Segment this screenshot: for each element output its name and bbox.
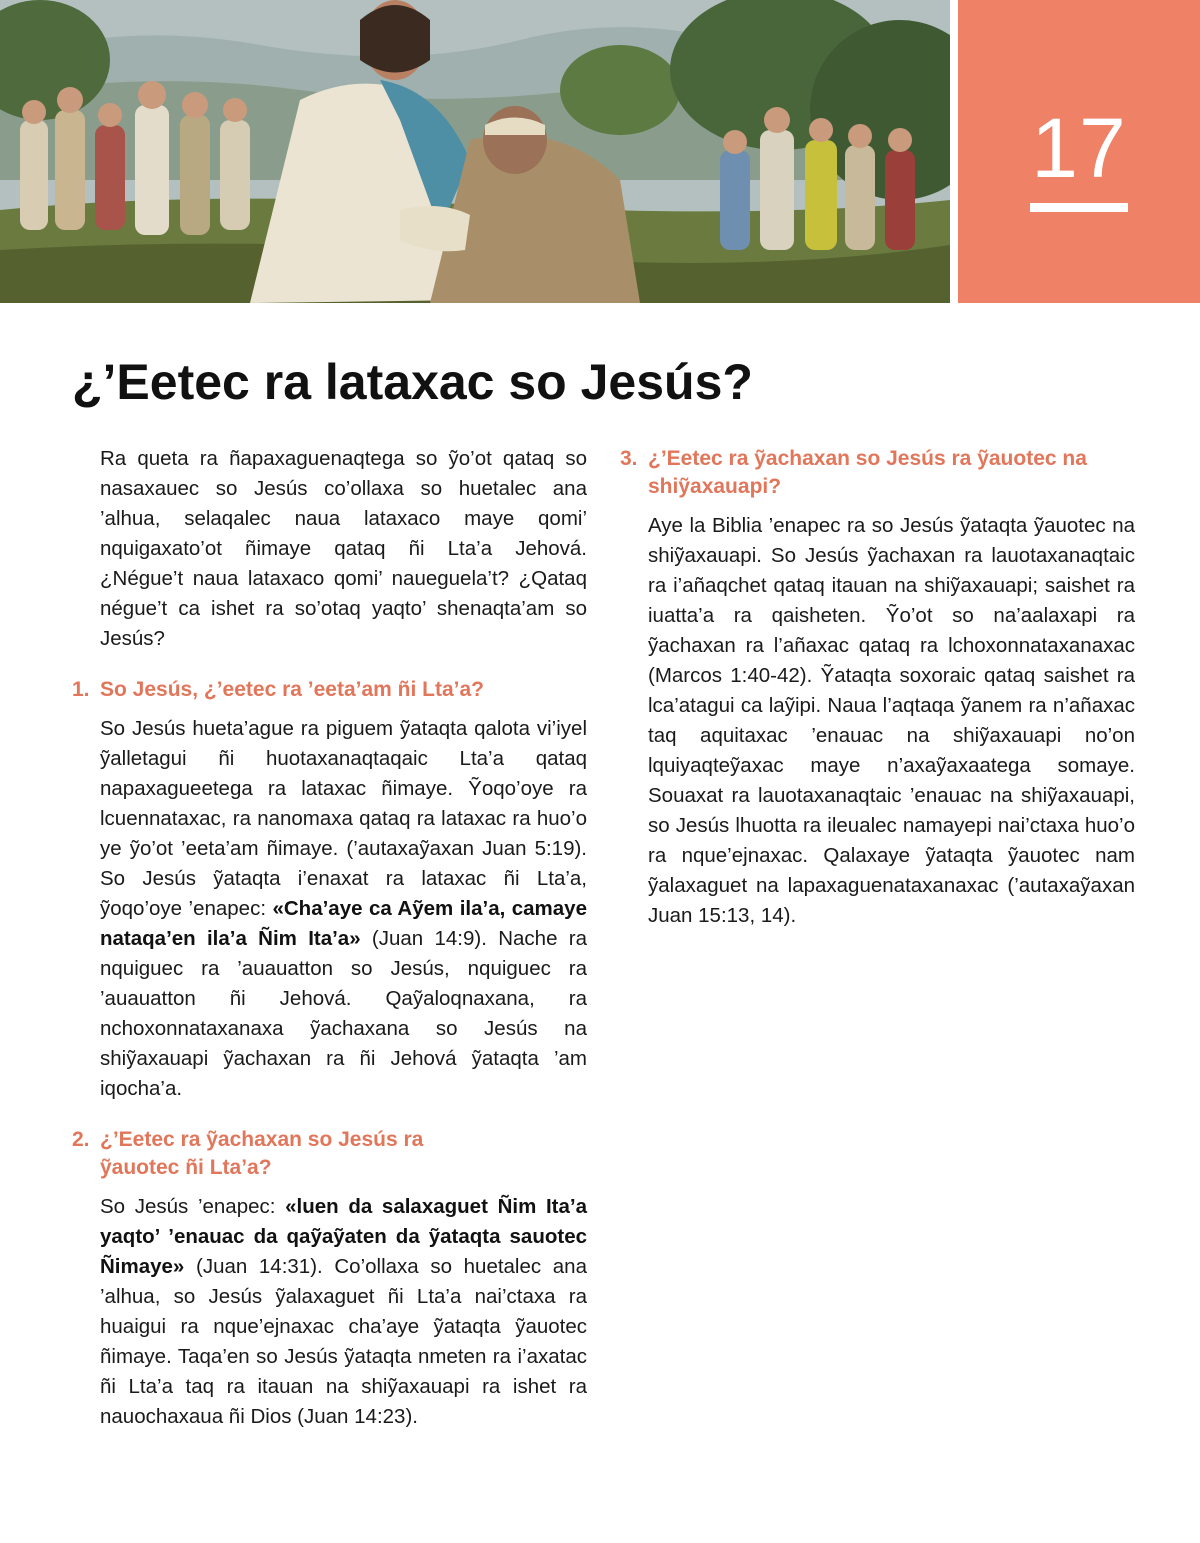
- paragraph-text: (Juan 14:31). Co’ollaxa so huetalec ana ’alhua, so Jesús ỹalaxaguet ñi Lta’a nai’ctaxa ra huaigui ra nque’ejnaxac cha’aye ỹataqta ỹauotec ñimaye. Taqa’en so Jesús ỹataqta nmeten ra i’axatac ñi Lta’a taq ra itauan na shiỹaxauapi ra ishet ra nauochaxaua ñi Dios (Juan 14:23).: [100, 1255, 587, 1428]
- left-column: [72, 444, 587, 1432]
- section-paragraph: [72, 714, 587, 1104]
- paragraph-text: Aye la Biblia ’enapec ra so Jesús ỹataqta ỹauotec na shiỹaxauapi. So Jesús ỹachaxan ra lauotaxanaqtaic ra i’añaqchet qataq itauan na shiỹaxauapi; saishet ra iuatta’a ra qaisheten. Ỹo’ot so na’aalaxapi ra ỹachaxan ra l’añaxac qataq ra lchoxonnataxanaxac (Marcos 1:40-42). Ỹataqta soxoraic qataq saishet ra lca’atagui ca laỹipi. Naua l’aqtaqa ỹanem ra n’añaxac taq aquitaxac ’enauac na shiỹaxauapi no’on lquiyaqteỹaxac maye n’axaỹaxaatega somaye. Souaxat ra lauotaxanaqtaic ’enauac na shiỹaxauapi, so Jesús lhuotta ra ileualec namayepi nai’ctaxa huo’o ra nque’ejnaxac. Qalaxaye ỹataqta ỹauotec nam ỹalaxaguet na lapaxaguenataxanaxac (’autaxaỹaxan Juan 15:13, 14).: [648, 514, 1135, 927]
- chapter-underline: [1030, 203, 1128, 212]
- section-heading: [72, 676, 587, 704]
- right-column: [620, 445, 1135, 931]
- section-number: 2.: [72, 1128, 90, 1151]
- intro-paragraph: Ra queta ra ñapaxaguenaqtega so ỹo’ot qataq so nasaxauec so Jesús co’ollaxa so huetalec ana ’alhua, selaqalec naua lataxaco maye qomi’ nquigaxato’ot ñimaye qataq ñi Lta’a Jehová. ¿Négue’t naua lataxaco qomi’ naueguela’t? ¿Qataq négue’t ca ishet ra so’otaq yaqto’ shenaqta’am so Jesús?: [100, 447, 587, 650]
- section-title: So Jesús, ¿’eetec ra ’eeta’am ñi Lta’a?: [100, 678, 484, 701]
- section-1: [72, 676, 587, 1104]
- bold-quote: «luen da salaxaguet Ñim Ita’a yaqto’ ’enauac da qaỹaỹaten da ỹataqta sauotec Ñimaye»: [100, 1195, 587, 1278]
- section-title: ¿’Eetec ra ỹachaxan so Jesús ra ỹauotec na shiỹaxauapi?: [648, 447, 1087, 498]
- paragraph-text: So Jesús ’enapec:: [100, 1195, 286, 1218]
- page-title: ¿’Eetec ra lataxac so Jesús?: [72, 354, 753, 410]
- paragraph-text: (Juan 14:9). Nache ra nquiguec ra ’auauatton so Jesús, nquiguec ra ’auauatton ñi Jehová. Qaỹaloqnaxana, ra nchoxonnataxanaxa ỹachaxana so Jesús na shiỹaxauapi ỹachaxan ra ñi Jehová ỹataqta ’am iqocha’a.: [100, 927, 587, 1100]
- hero-scene: [0, 0, 950, 303]
- section-title: ¿’Eetec ra ỹachaxan so Jesús ra ỹauotec ñi Lta’a?: [100, 1128, 424, 1179]
- section-number: 3.: [620, 447, 638, 470]
- section-heading: [72, 1126, 587, 1182]
- section-heading: [620, 445, 1135, 501]
- section-paragraph: [620, 511, 1135, 931]
- paragraph-text: So Jesús hueta’ague ra piguem ỹataqta qalota vi’iyel ỹalletagui ñi huotaxanaqtaqaic Lta’a qataq napaxagueetega ra lataxac ñimaye. Ỹoqo’oye ra lcuennataxac, ra nanomaxa qataq ra lataxac ra huo’o ye ỹo’ot ’eeta’am ñimaye. (’autaxaỹaxan Juan 5:19). So Jesús ỹataqta i’enaxat ra lataxac ñi Lta’a, ỹoqo’oye ’enapec:: [100, 717, 587, 920]
- hero-illustration: [0, 0, 950, 303]
- section-3: [620, 445, 1135, 931]
- chapter-badge: [958, 0, 1200, 303]
- section-paragraph: [72, 1192, 587, 1432]
- chapter-number: 17: [1031, 101, 1127, 195]
- bold-quote: «Cha’aye ca Aỹem ila’a, camaye nataqa’en ila’a Ñim Ita’a»: [100, 897, 587, 950]
- section-2: [72, 1126, 587, 1432]
- section-number: 1.: [72, 678, 90, 701]
